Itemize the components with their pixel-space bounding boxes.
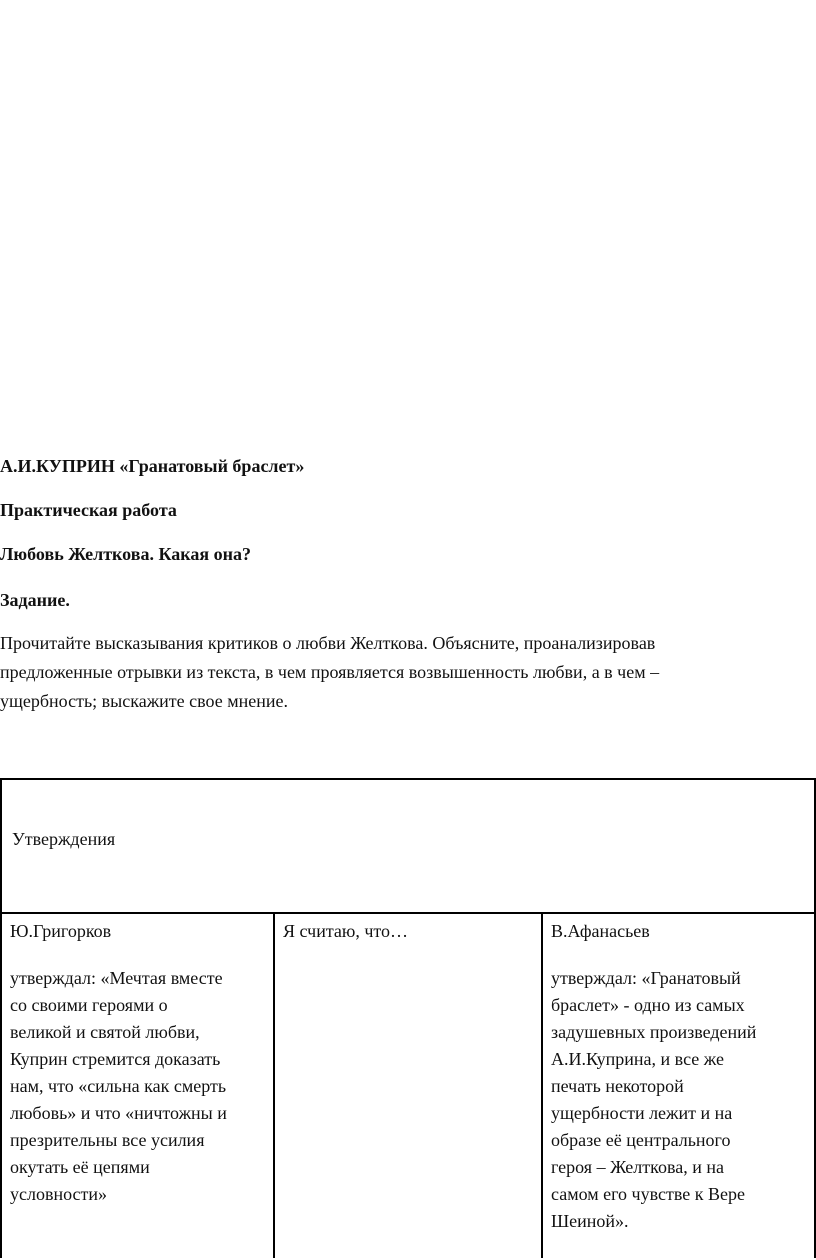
quote-line: задушевных произведений (551, 1022, 757, 1042)
quote-line: Куприн стремится доказать (10, 1049, 221, 1069)
quote-line: окутать её цепями (10, 1157, 150, 1177)
quote-line: презрительны все усилия (10, 1130, 205, 1150)
critic-afanasyev-cell (541, 912, 816, 1258)
statements-table (0, 778, 816, 1260)
quote-line: утверждал: «Гранатовый (551, 968, 741, 988)
instruction-line: предложенные отрывки из текста, в чем проявляется возвышенность любви, а в чем – (0, 662, 660, 682)
own-opinion-cell (273, 912, 543, 1258)
quote-line: самом его чувстве к Вере (551, 1184, 745, 1204)
table-row (0, 912, 816, 1260)
document-title: А.И.КУПРИН «Гранатовый браслет» (0, 456, 305, 476)
quote-line: нам, что «сильна как смерть (10, 1076, 227, 1096)
critic-quote (10, 965, 227, 1208)
critic-name: В.Афанасьев (551, 921, 650, 941)
own-opinion-prompt: Я считаю, что… (283, 921, 409, 941)
quote-line: великой и святой любви, (10, 1022, 200, 1042)
quote-line: героя – Желткова, и на (551, 1157, 724, 1177)
task-label: Задание. (0, 590, 70, 610)
topic-question: Любовь Желткова. Какая она? (0, 544, 251, 564)
critic-name: Ю.Григорков (10, 921, 112, 941)
quote-line: утверждал: «Мечтая вместе (10, 968, 223, 988)
table-header-label: Утверждения (12, 829, 116, 849)
table-header-cell (0, 778, 816, 912)
quote-line: любовь» и что «ничтожны и (10, 1103, 227, 1123)
instruction-line: Прочитайте высказывания критиков о любви Желткова. Объясните, проанализировав (0, 633, 656, 653)
quote-line: ущербности лежит и на (551, 1103, 733, 1123)
critic-grigorkov-cell (0, 912, 275, 1258)
instruction-paragraph (0, 629, 800, 716)
quote-line: условности» (10, 1184, 108, 1204)
quote-line: печать некоторой (551, 1076, 684, 1096)
quote-line: Шеиной». (551, 1211, 629, 1231)
quote-line: браслет» - одно из самых (551, 995, 745, 1015)
quote-line: А.И.Куприна, и все же (551, 1049, 724, 1069)
quote-line: образе её центрального (551, 1130, 731, 1150)
quote-line: со своими героями о (10, 995, 168, 1015)
document-subtitle: Практическая работа (0, 500, 177, 520)
critic-quote (551, 965, 756, 1235)
instruction-line: ущербность; выскажите свое мнение. (0, 691, 288, 711)
